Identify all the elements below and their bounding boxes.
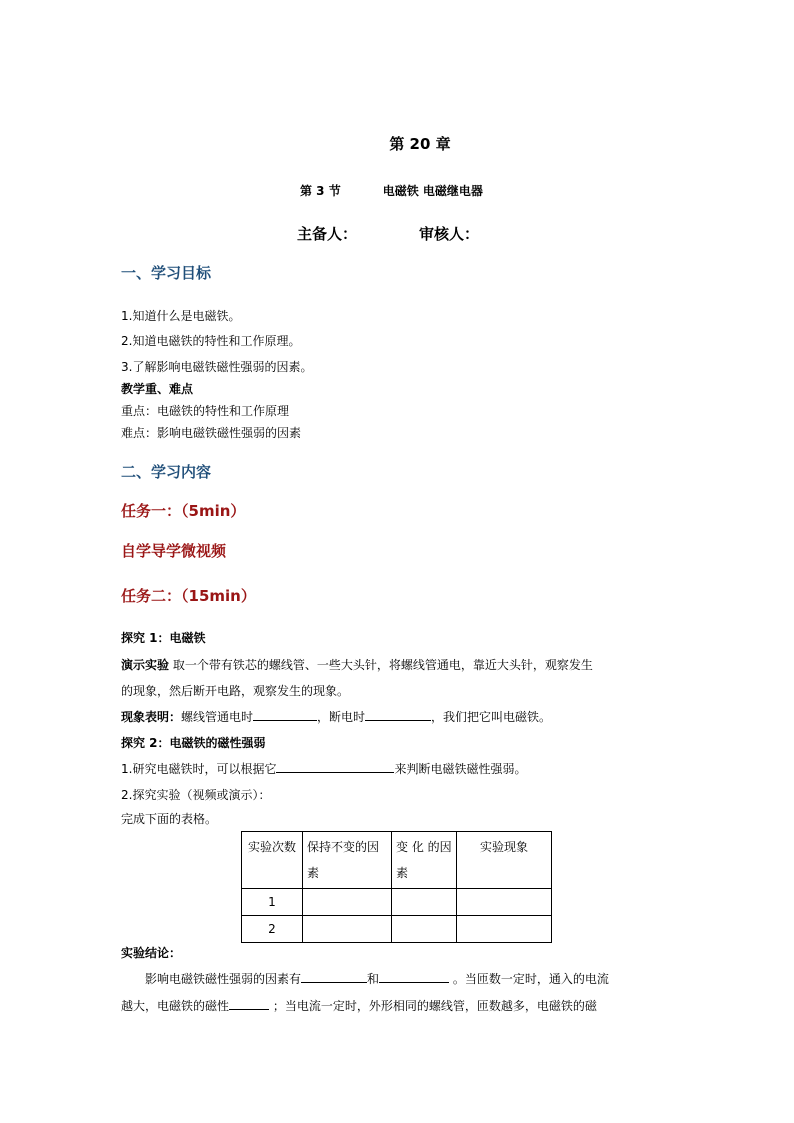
phenomenon-text-c: ，我们把它叫电磁铁。 [431, 710, 552, 724]
content-heading: 二、学习内容 [121, 463, 212, 481]
goals-heading: 一、学习目标 [121, 264, 212, 282]
table-cell[interactable] [392, 916, 457, 943]
header-cell: 实验次数 [242, 832, 303, 889]
task1-description: 自学导学微视频 [121, 542, 227, 560]
demo-line-1 [121, 656, 593, 673]
explore2-q3: 完成下面的表格。 [121, 812, 218, 826]
table-cell: 1 [242, 889, 303, 916]
table-cell[interactable] [303, 889, 392, 916]
explore2-q2: 2.探究实验（视频或演示）： [121, 788, 271, 802]
section-heading [300, 182, 483, 199]
fill-blank[interactable] [379, 970, 449, 983]
table-row [242, 916, 552, 943]
difficult-point: 难点：影响电磁铁磁性强弱的因素 [121, 426, 302, 440]
demo-line-2: 的现象，然后断开电路，观察发生的现象。 [121, 684, 350, 698]
table-cell[interactable] [303, 916, 392, 943]
demo-label: 演示实验 [121, 658, 170, 672]
conclusion-line-2 [121, 997, 597, 1014]
phenomenon-text-b: ，断电时 [317, 710, 366, 724]
fill-blank[interactable] [276, 760, 394, 773]
conclusion-line-1 [145, 970, 609, 987]
staff-line [297, 223, 479, 244]
phenomenon-label: 现象表明： [121, 710, 182, 724]
goal-item: 3.了解影响电磁铁磁性强弱的因素。 [121, 360, 313, 374]
explore1-title: 探究 1：电磁铁 [121, 631, 206, 645]
preparer-label: 主备人： [297, 225, 358, 243]
q1-text-b: 来判断电磁铁磁性强弱。 [394, 762, 527, 776]
q1-text-a: 1.研究电磁铁时，可以根据它 [121, 762, 277, 776]
conclusion-text-b: 和 [367, 972, 380, 986]
section-number: 第 3 节 [300, 184, 341, 198]
fill-blank[interactable] [365, 708, 431, 721]
conclusion-label: 实验结论： [121, 946, 182, 960]
fill-blank[interactable] [229, 997, 269, 1010]
header-cell: 实验现象 [457, 832, 552, 889]
key-point: 重点：电磁铁的特性和工作原理 [121, 404, 290, 418]
goal-item: 1.知道什么是电磁铁。 [121, 309, 241, 323]
reviewer-label: 审核人： [419, 225, 480, 243]
table-cell[interactable] [392, 889, 457, 916]
phenomenon-text-a: 螺线管通电时 [181, 710, 254, 724]
header-cell: 变 化 的因素 [392, 832, 457, 889]
task2-heading: 任务二：（15min） [121, 587, 256, 605]
table-cell[interactable] [457, 916, 552, 943]
task1-heading: 任务一：（5min） [121, 502, 246, 520]
chapter-title: 第 20 章 [389, 135, 451, 153]
table-cell: 2 [242, 916, 303, 943]
section-title: 电磁铁 电磁继电器 [382, 184, 483, 198]
demo-text: 取一个带有铁芯的螺线管、一些大头针，将螺线管通电，靠近大头针，观察发生 [169, 658, 593, 672]
table-cell[interactable] [457, 889, 552, 916]
conclusion-text-e: ；当电流一定时，外形相同的螺线管，匝数越多，电磁铁的磁 [269, 999, 597, 1013]
header-cell: 保持不变的因素 [303, 832, 392, 889]
explore2-title: 探究 2：电磁铁的磁性强弱 [121, 736, 266, 750]
conclusion-text-d: 越大，电磁铁的磁性 [121, 999, 230, 1013]
phenomenon-line [121, 708, 551, 725]
conclusion-text-c: 。当匝数一定时，通入的电流 [449, 972, 609, 986]
conclusion-text-a: 影响电磁铁磁性强弱的因素有 [145, 972, 302, 986]
explore2-q1 [121, 760, 526, 777]
table-header-row [242, 832, 552, 889]
key-points-heading: 教学重、难点 [121, 382, 194, 396]
fill-blank[interactable] [253, 708, 317, 721]
table-row [242, 889, 552, 916]
fill-blank[interactable] [301, 970, 367, 983]
goal-item: 2.知道电磁铁的特性和工作原理。 [121, 334, 301, 348]
experiment-table [241, 831, 552, 943]
